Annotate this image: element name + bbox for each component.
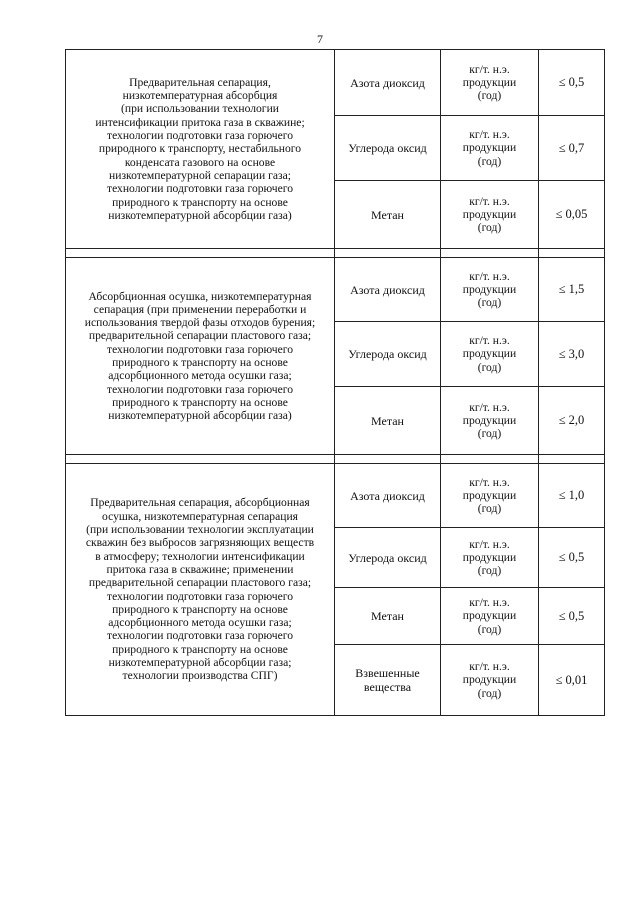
substance-cell: Взвешенные вещества xyxy=(335,645,441,716)
technology-cell: Предварительная сепарация, низкотемпературная абсорбция (при использовании технологии интенсификации притока газа в скважине; технологии подготовки газа горючего природного к транспорту, нестабильного конденсата газового на основе низкотемпературной сепарации газа; технологии подготовки газа горючего природного к транспорту на основе низкотемпературной абсорбции газа) xyxy=(66,50,335,249)
limit-cell: ≤ 1,5 xyxy=(539,258,605,322)
limit-cell: ≤ 0,5 xyxy=(539,588,605,645)
unit-cell: кг/т. н.э. продукции (год) xyxy=(441,50,539,116)
substance-cell: Метан xyxy=(335,588,441,645)
table-spacer-row xyxy=(66,249,605,258)
emission-standards-table xyxy=(65,49,605,716)
substance-cell: Азота диоксид xyxy=(335,464,441,528)
substance-cell: Азота диоксид xyxy=(335,258,441,322)
technology-cell: Предварительная сепарация, абсорбционная осушка, низкотемпературная сепарация (при использовании технологии эксплуатации скважин без выбросов загрязняющих веществ в атмосферу; технологии интенсификации притока газа в скважине; применении предварительной сепарации пластового газа; технологии подготовки газа горючего природного к транспорту на основе адсорбционного метода осушки газа; технологии подготовки газа горючего природного к транспорту на основе низкотемпературной абсорбции газа; технологии производства СПГ) xyxy=(66,464,335,716)
limit-cell: ≤ 0,01 xyxy=(539,645,605,716)
unit-cell: кг/т. н.э. продукции (год) xyxy=(441,645,539,716)
table-row xyxy=(66,464,605,528)
limit-cell: ≤ 0,05 xyxy=(539,181,605,249)
unit-cell: кг/т. н.э. продукции (год) xyxy=(441,181,539,249)
limit-cell: ≤ 0,5 xyxy=(539,528,605,588)
unit-cell: кг/т. н.э. продукции (год) xyxy=(441,322,539,387)
unit-cell: кг/т. н.э. продукции (год) xyxy=(441,588,539,645)
limit-cell: ≤ 1,0 xyxy=(539,464,605,528)
unit-cell: кг/т. н.э. продукции (год) xyxy=(441,387,539,455)
substance-cell: Углерода оксид xyxy=(335,528,441,588)
table-row xyxy=(66,258,605,322)
limit-cell: ≤ 0,5 xyxy=(539,50,605,116)
limit-cell: ≤ 0,7 xyxy=(539,116,605,181)
table-spacer-row xyxy=(66,455,605,464)
substance-cell: Углерода оксид xyxy=(335,322,441,387)
table-row xyxy=(66,50,605,116)
unit-cell: кг/т. н.э. продукции (год) xyxy=(441,258,539,322)
substance-cell: Азота диоксид xyxy=(335,50,441,116)
limit-cell: ≤ 2,0 xyxy=(539,387,605,455)
technology-cell: Абсорбционная осушка, низкотемпературная сепарация (при применении переработки и использования твердой фазы отходов бурения; предварительной сепарации пластового газа; технологии подготовки газа горючего природного к транспорту на основе адсорбционного метода осушки газа; технологии подготовки газа горючего природного к транспорту на основе низкотемпературной абсорбции газа) xyxy=(66,258,335,455)
limit-cell: ≤ 3,0 xyxy=(539,322,605,387)
page-number: 7 xyxy=(317,32,323,46)
substance-cell: Метан xyxy=(335,181,441,249)
substance-cell: Углерода оксид xyxy=(335,116,441,181)
unit-cell: кг/т. н.э. продукции (год) xyxy=(441,116,539,181)
unit-cell: кг/т. н.э. продукции (год) xyxy=(441,528,539,588)
substance-cell: Метан xyxy=(335,387,441,455)
unit-cell: кг/т. н.э. продукции (год) xyxy=(441,464,539,528)
